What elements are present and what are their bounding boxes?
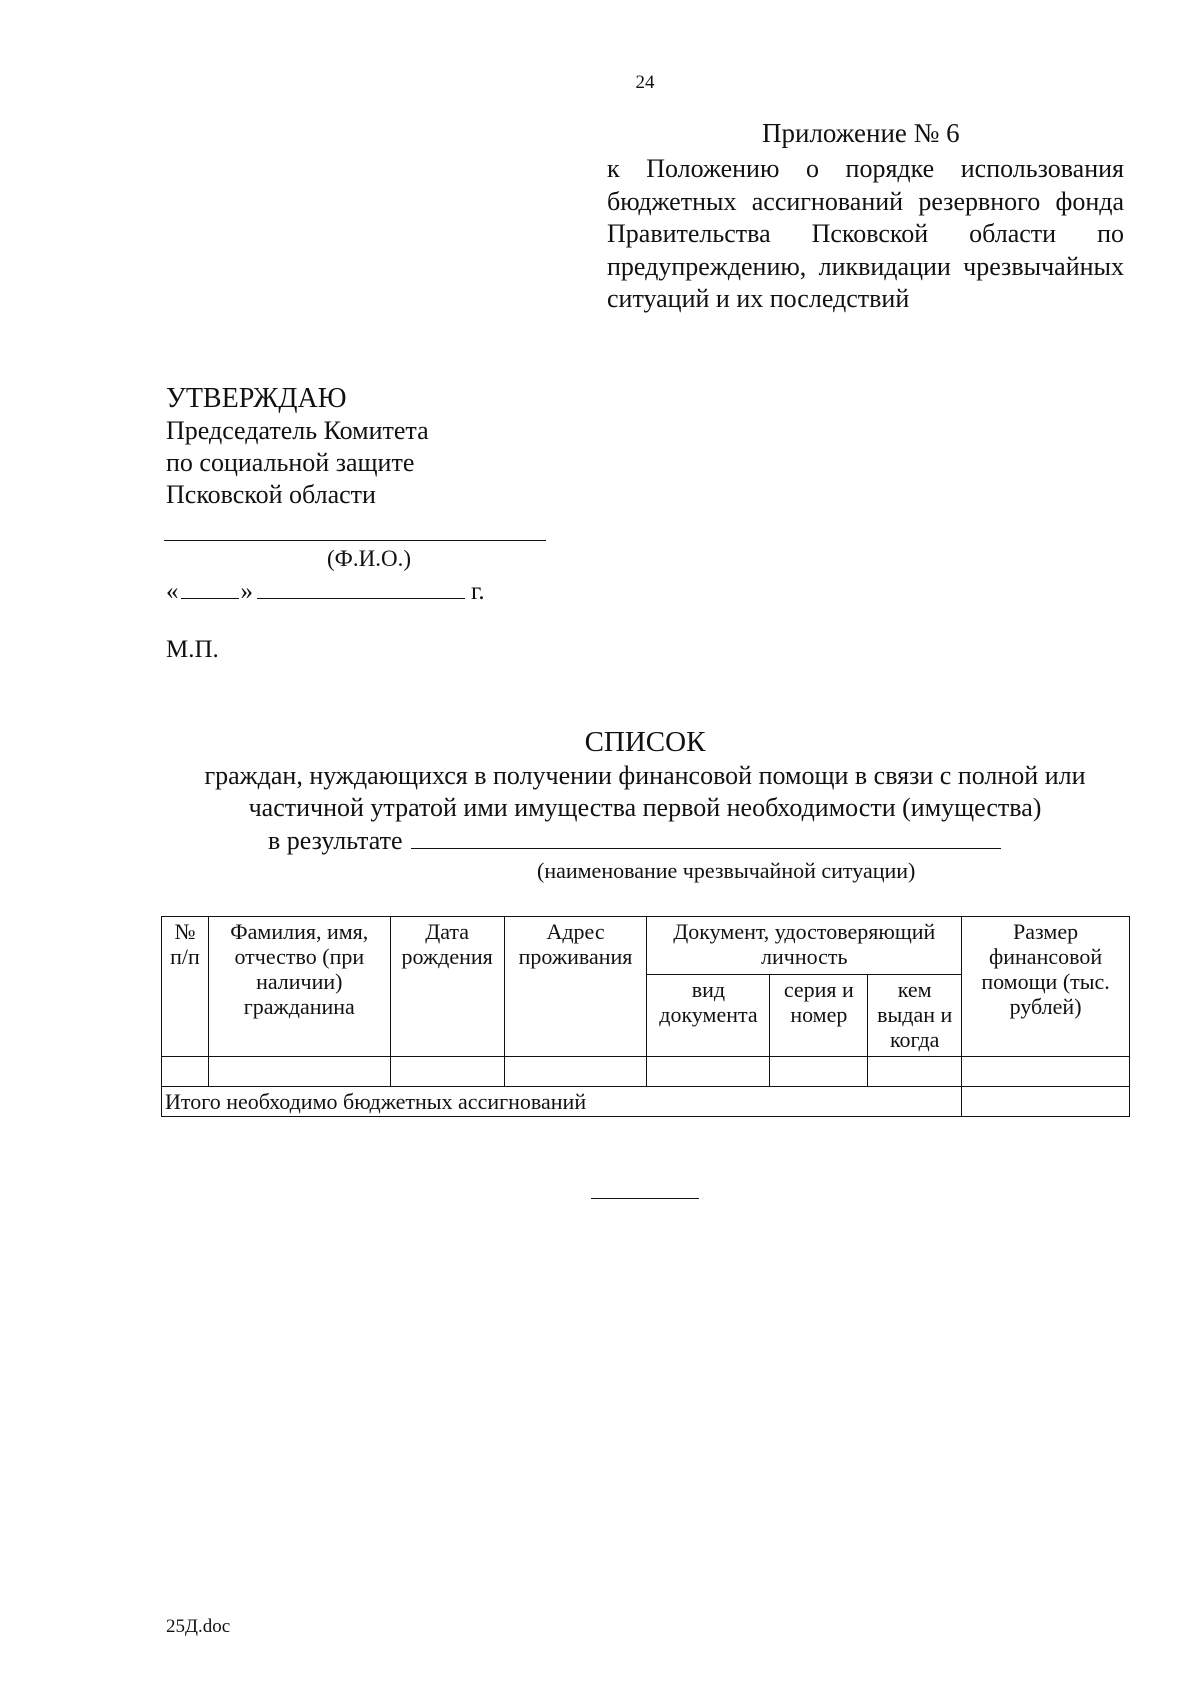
- result-label: в результате: [268, 826, 403, 855]
- year-suffix: г.: [471, 578, 485, 605]
- approval-line-3: Псковской области: [166, 480, 376, 509]
- total-amount-cell: [962, 1087, 1130, 1117]
- page-number: 24: [635, 72, 655, 93]
- table-cell: [868, 1057, 962, 1087]
- stamp-place: М.П.: [166, 636, 219, 663]
- date-line: [166, 578, 485, 606]
- day-blank: [181, 582, 239, 599]
- appendix-text: к Положению о порядке использования бюджетных ассигнований резервного фонда Правительства Псковской области по предупреждению, ликвидации чрезвычайных ситуаций и их последствий: [607, 154, 1124, 313]
- col-doc-issued-header: кем выдан и когда: [868, 975, 962, 1057]
- col-doc-type-header: вид документа: [647, 975, 770, 1057]
- citizens-table: [161, 916, 1130, 1117]
- document-filename: 25Д.doc: [166, 1616, 231, 1637]
- month-blank: [257, 582, 465, 599]
- table-cell: [770, 1057, 868, 1087]
- table-cell: [208, 1057, 390, 1087]
- table-cell: [962, 1057, 1130, 1087]
- signature-line: [164, 540, 546, 541]
- total-row: [162, 1087, 1130, 1117]
- approval-line-2: по социальной защите: [166, 448, 415, 477]
- result-note: (наименование чрезвычайной ситуации): [537, 858, 916, 883]
- appendix-title: Приложение № 6: [762, 118, 960, 148]
- col-num-header: № п/п: [162, 917, 209, 1057]
- emergency-name-blank: [411, 828, 1001, 849]
- col-doc-group-header: Документ, удостоверяющий личность: [647, 917, 962, 975]
- date-open-quote: «: [166, 578, 179, 605]
- list-description: граждан, нуждающихся в получении финансовой помощи в связи с полной или частичной утратой ими имущества первой необходимости (имущества): [204, 761, 1086, 822]
- list-title: СПИСОК: [584, 726, 706, 758]
- approval-head: УТВЕРЖДАЮ: [166, 383, 347, 414]
- col-name-header: Фамилия, имя, отчество (при наличии) гражданина: [208, 917, 390, 1057]
- approval-block: [166, 383, 429, 511]
- col-birth-header: Дата рождения: [390, 917, 504, 1057]
- total-label: Итого необходимо бюджетных ассигнований: [162, 1087, 962, 1117]
- table-cell: [390, 1057, 504, 1087]
- table-cell: [504, 1057, 647, 1087]
- approval-line-1: Председатель Комитета: [166, 416, 429, 445]
- col-amount-header: Размер финансовой помощи (тыс. рублей): [962, 917, 1130, 1057]
- fio-label: (Ф.И.О.): [327, 546, 411, 571]
- table-row: [162, 1057, 1130, 1087]
- end-divider: [591, 1198, 699, 1199]
- table-cell: [162, 1057, 209, 1087]
- col-doc-series-header: серия и номер: [770, 975, 868, 1057]
- result-line: [268, 826, 1001, 856]
- table-cell: [647, 1057, 770, 1087]
- date-close-quote: »: [240, 578, 253, 605]
- col-address-header: Адрес проживания: [504, 917, 647, 1057]
